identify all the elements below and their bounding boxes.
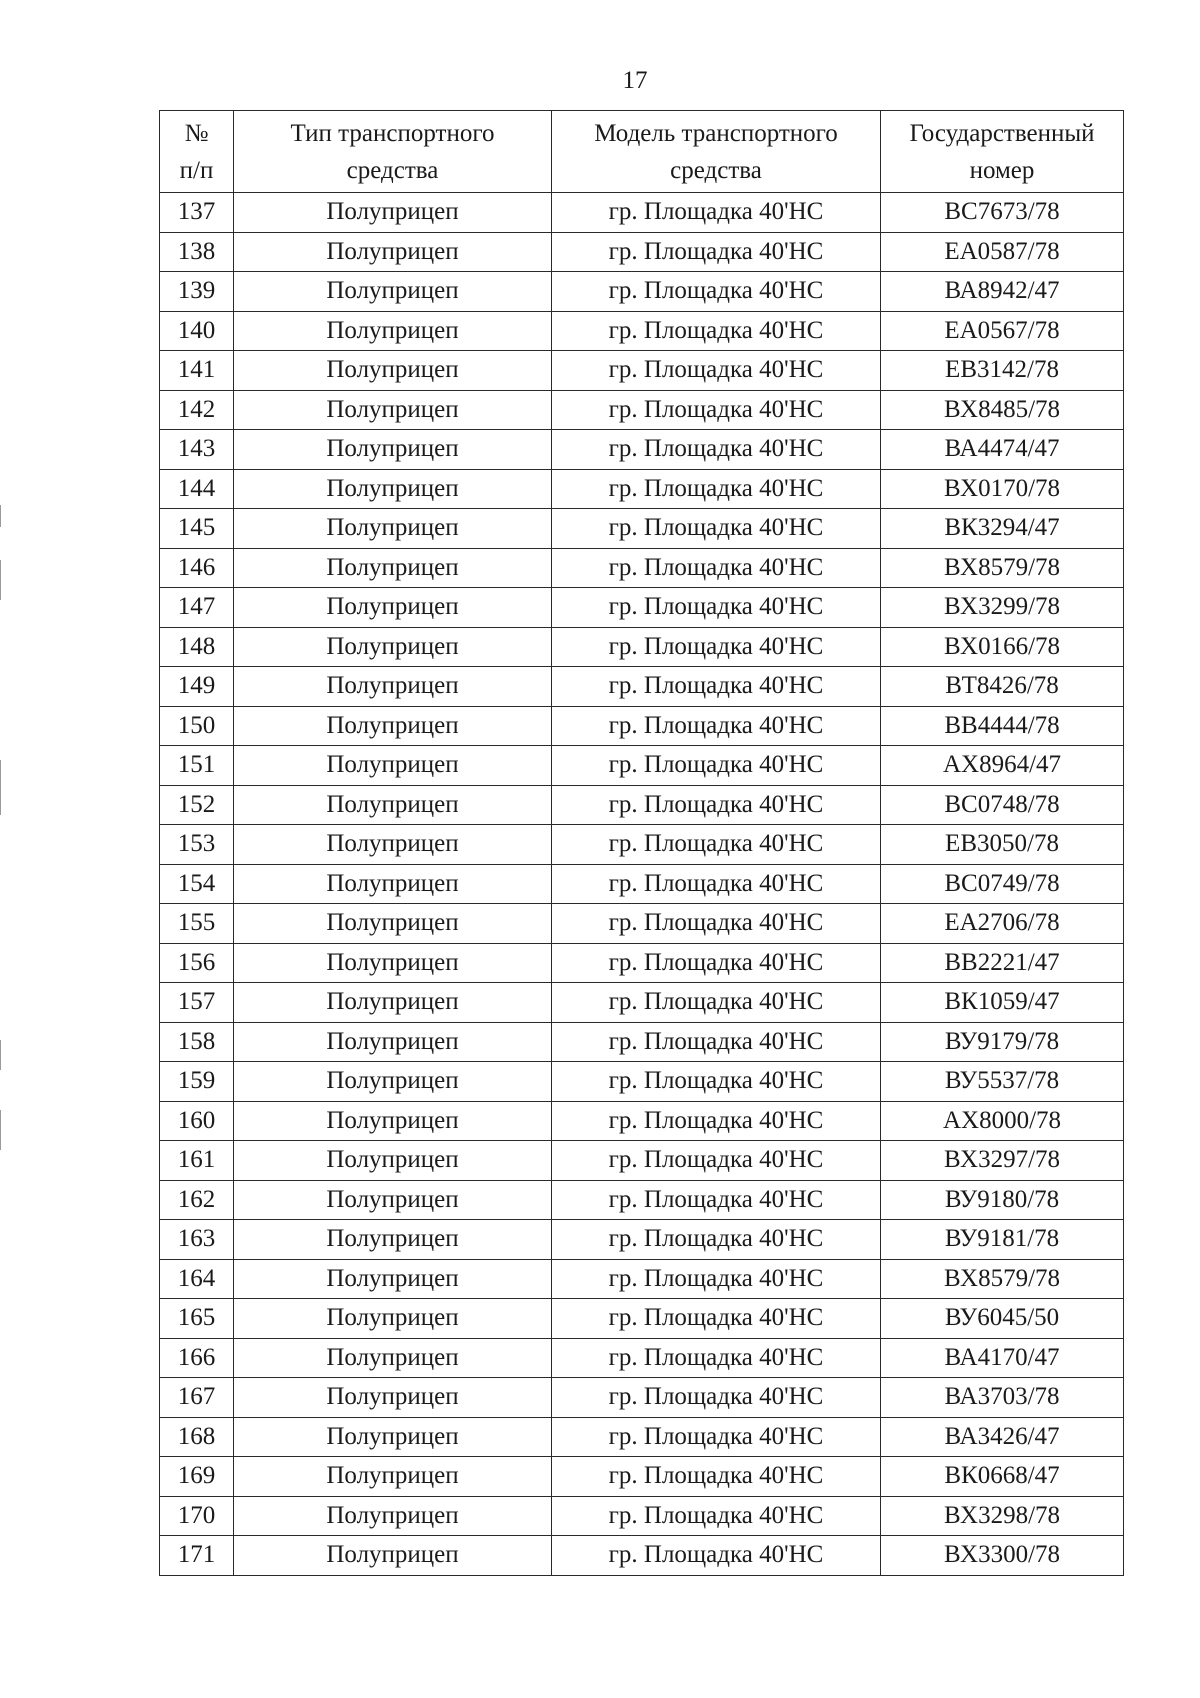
cell-vehicle-model: гр. Площадка 40'НС xyxy=(552,943,881,983)
cell-vehicle-model: гр. Площадка 40'НС xyxy=(552,667,881,707)
table-row xyxy=(160,548,1124,588)
cell-registration-plate: ВВ2221/47 xyxy=(881,943,1124,983)
cell-number: 158 xyxy=(160,1022,234,1062)
cell-vehicle-type: Полуприцеп xyxy=(234,746,552,786)
cell-registration-plate: ВУ5537/78 xyxy=(881,1062,1124,1102)
cell-registration-plate: ВК3294/47 xyxy=(881,509,1124,549)
cell-registration-plate: ВУ6045/50 xyxy=(881,1299,1124,1339)
table-row xyxy=(160,667,1124,707)
table-row xyxy=(160,1141,1124,1181)
cell-vehicle-type: Полуприцеп xyxy=(234,509,552,549)
cell-vehicle-type: Полуприцеп xyxy=(234,864,552,904)
cell-number: 162 xyxy=(160,1180,234,1220)
cell-registration-plate: ВХ8579/78 xyxy=(881,548,1124,588)
table-row xyxy=(160,1220,1124,1260)
table-row xyxy=(160,311,1124,351)
cell-number: 150 xyxy=(160,706,234,746)
table-row xyxy=(160,193,1124,233)
cell-number: 140 xyxy=(160,311,234,351)
table-row xyxy=(160,509,1124,549)
cell-number: 171 xyxy=(160,1536,234,1576)
cell-vehicle-type: Полуприцеп xyxy=(234,1299,552,1339)
header-line: номер xyxy=(969,156,1035,184)
cell-vehicle-type: Полуприцеп xyxy=(234,430,552,470)
table-row xyxy=(160,825,1124,865)
cell-vehicle-model: гр. Площадка 40'НС xyxy=(552,1496,881,1536)
cell-registration-plate: ВВ4444/78 xyxy=(881,706,1124,746)
cell-vehicle-model: гр. Площадка 40'НС xyxy=(552,746,881,786)
header-line: Тип транспортного xyxy=(290,119,495,147)
cell-vehicle-model: гр. Площадка 40'НС xyxy=(552,430,881,470)
table-row xyxy=(160,1259,1124,1299)
cell-vehicle-type: Полуприцеп xyxy=(234,1062,552,1102)
cell-vehicle-type: Полуприцеп xyxy=(234,272,552,312)
cell-vehicle-model: гр. Площадка 40'НС xyxy=(552,1299,881,1339)
cell-vehicle-type: Полуприцеп xyxy=(234,1180,552,1220)
table-row xyxy=(160,1299,1124,1339)
cell-vehicle-model: гр. Площадка 40'НС xyxy=(552,627,881,667)
header-line: средства xyxy=(670,156,762,184)
table-row xyxy=(160,272,1124,312)
cell-vehicle-model: гр. Площадка 40'НС xyxy=(552,864,881,904)
cell-number: 156 xyxy=(160,943,234,983)
cell-registration-plate: ВХ8485/78 xyxy=(881,390,1124,430)
table-row xyxy=(160,943,1124,983)
table-row xyxy=(160,904,1124,944)
cell-vehicle-type: Полуприцеп xyxy=(234,1338,552,1378)
cell-vehicle-model: гр. Площадка 40'НС xyxy=(552,1536,881,1576)
table-row xyxy=(160,1022,1124,1062)
cell-registration-plate: ВХ8579/78 xyxy=(881,1259,1124,1299)
cell-number: 164 xyxy=(160,1259,234,1299)
header-line: п/п xyxy=(179,156,214,184)
cell-vehicle-model: гр. Площадка 40'НС xyxy=(552,1180,881,1220)
cell-vehicle-type: Полуприцеп xyxy=(234,588,552,628)
header-registration-plate xyxy=(881,111,1124,193)
table-header-row xyxy=(160,111,1124,193)
table-row xyxy=(160,1496,1124,1536)
cell-registration-plate: ЕА2706/78 xyxy=(881,904,1124,944)
table-row xyxy=(160,746,1124,786)
cell-registration-plate: ЕА0567/78 xyxy=(881,311,1124,351)
cell-registration-plate: ВК0668/47 xyxy=(881,1457,1124,1497)
cell-vehicle-model: гр. Площадка 40'НС xyxy=(552,1259,881,1299)
table-row xyxy=(160,1338,1124,1378)
cell-vehicle-type: Полуприцеп xyxy=(234,1022,552,1062)
vehicle-table xyxy=(159,110,1124,1576)
cell-number: 170 xyxy=(160,1496,234,1536)
header-vehicle-type xyxy=(234,111,552,193)
cell-registration-plate: ЕВ3142/78 xyxy=(881,351,1124,391)
cell-vehicle-model: гр. Площадка 40'НС xyxy=(552,351,881,391)
cell-vehicle-type: Полуприцеп xyxy=(234,1536,552,1576)
cell-number: 146 xyxy=(160,548,234,588)
cell-vehicle-type: Полуприцеп xyxy=(234,667,552,707)
cell-vehicle-type: Полуприцеп xyxy=(234,1417,552,1457)
cell-vehicle-type: Полуприцеп xyxy=(234,904,552,944)
table-row xyxy=(160,232,1124,272)
cell-vehicle-type: Полуприцеп xyxy=(234,943,552,983)
cell-number: 145 xyxy=(160,509,234,549)
table-row xyxy=(160,706,1124,746)
header-line: Государственный xyxy=(909,119,1095,147)
cell-number: 154 xyxy=(160,864,234,904)
cell-number: 157 xyxy=(160,983,234,1023)
cell-vehicle-model: гр. Площадка 40'НС xyxy=(552,1457,881,1497)
cell-number: 141 xyxy=(160,351,234,391)
cell-registration-plate: АХ8964/47 xyxy=(881,746,1124,786)
cell-vehicle-type: Полуприцеп xyxy=(234,469,552,509)
cell-number: 163 xyxy=(160,1220,234,1260)
cell-vehicle-type: Полуприцеп xyxy=(234,1378,552,1418)
cell-vehicle-type: Полуприцеп xyxy=(234,232,552,272)
cell-number: 166 xyxy=(160,1338,234,1378)
cell-number: 142 xyxy=(160,390,234,430)
header-line: № xyxy=(184,119,209,147)
cell-number: 160 xyxy=(160,1101,234,1141)
cell-vehicle-model: гр. Площадка 40'НС xyxy=(552,548,881,588)
cell-registration-plate: ВС0748/78 xyxy=(881,785,1124,825)
cell-vehicle-model: гр. Площадка 40'НС xyxy=(552,193,881,233)
table-row xyxy=(160,430,1124,470)
cell-registration-plate: ВХ3297/78 xyxy=(881,1141,1124,1181)
table-row xyxy=(160,1062,1124,1102)
cell-vehicle-model: гр. Площадка 40'НС xyxy=(552,1101,881,1141)
cell-registration-plate: ВА8942/47 xyxy=(881,272,1124,312)
cell-vehicle-model: гр. Площадка 40'НС xyxy=(552,509,881,549)
cell-vehicle-model: гр. Площадка 40'НС xyxy=(552,272,881,312)
cell-registration-plate: ВА3426/47 xyxy=(881,1417,1124,1457)
cell-number: 159 xyxy=(160,1062,234,1102)
cell-number: 138 xyxy=(160,232,234,272)
cell-number: 143 xyxy=(160,430,234,470)
table-row xyxy=(160,983,1124,1023)
table-row xyxy=(160,351,1124,391)
cell-number: 153 xyxy=(160,825,234,865)
cell-registration-plate: ЕА0587/78 xyxy=(881,232,1124,272)
header-line: Модель транспортного xyxy=(594,119,838,147)
cell-vehicle-model: гр. Площадка 40'НС xyxy=(552,785,881,825)
cell-vehicle-model: гр. Площадка 40'НС xyxy=(552,1062,881,1102)
cell-number: 144 xyxy=(160,469,234,509)
cell-vehicle-type: Полуприцеп xyxy=(234,1220,552,1260)
table-row xyxy=(160,1417,1124,1457)
cell-vehicle-type: Полуприцеп xyxy=(234,1141,552,1181)
cell-number: 149 xyxy=(160,667,234,707)
cell-vehicle-model: гр. Площадка 40'НС xyxy=(552,825,881,865)
cell-number: 139 xyxy=(160,272,234,312)
cell-registration-plate: ВХ0166/78 xyxy=(881,627,1124,667)
table-row xyxy=(160,864,1124,904)
cell-registration-plate: ВА3703/78 xyxy=(881,1378,1124,1418)
cell-vehicle-model: гр. Площадка 40'НС xyxy=(552,1338,881,1378)
cell-vehicle-model: гр. Площадка 40'НС xyxy=(552,1220,881,1260)
cell-vehicle-model: гр. Площадка 40'НС xyxy=(552,469,881,509)
cell-vehicle-model: гр. Площадка 40'НС xyxy=(552,983,881,1023)
cell-vehicle-model: гр. Площадка 40'НС xyxy=(552,390,881,430)
cell-vehicle-type: Полуприцеп xyxy=(234,1259,552,1299)
cell-registration-plate: ВХ3299/78 xyxy=(881,588,1124,628)
table-row xyxy=(160,1180,1124,1220)
scan-edge-marks xyxy=(0,0,6,1698)
table-row xyxy=(160,785,1124,825)
table-body xyxy=(160,193,1124,1576)
table-row xyxy=(160,390,1124,430)
cell-vehicle-model: гр. Площадка 40'НС xyxy=(552,706,881,746)
cell-number: 167 xyxy=(160,1378,234,1418)
cell-vehicle-model: гр. Площадка 40'НС xyxy=(552,1417,881,1457)
table-row xyxy=(160,1457,1124,1497)
cell-registration-plate: ВУ9180/78 xyxy=(881,1180,1124,1220)
cell-vehicle-model: гр. Площадка 40'НС xyxy=(552,232,881,272)
cell-number: 147 xyxy=(160,588,234,628)
cell-vehicle-type: Полуприцеп xyxy=(234,706,552,746)
cell-number: 152 xyxy=(160,785,234,825)
cell-vehicle-type: Полуприцеп xyxy=(234,825,552,865)
cell-registration-plate: ВК1059/47 xyxy=(881,983,1124,1023)
cell-registration-plate: ЕВ3050/78 xyxy=(881,825,1124,865)
cell-vehicle-model: гр. Площадка 40'НС xyxy=(552,904,881,944)
cell-registration-plate: ВС0749/78 xyxy=(881,864,1124,904)
cell-vehicle-model: гр. Площадка 40'НС xyxy=(552,588,881,628)
cell-vehicle-model: гр. Площадка 40'НС xyxy=(552,1141,881,1181)
table-row xyxy=(160,627,1124,667)
table-row xyxy=(160,1101,1124,1141)
cell-number: 155 xyxy=(160,904,234,944)
cell-vehicle-type: Полуприцеп xyxy=(234,193,552,233)
cell-number: 148 xyxy=(160,627,234,667)
cell-number: 137 xyxy=(160,193,234,233)
cell-number: 168 xyxy=(160,1417,234,1457)
cell-vehicle-type: Полуприцеп xyxy=(234,351,552,391)
cell-vehicle-model: гр. Площадка 40'НС xyxy=(552,1378,881,1418)
cell-registration-plate: ВУ9179/78 xyxy=(881,1022,1124,1062)
cell-registration-plate: ВС7673/78 xyxy=(881,193,1124,233)
cell-registration-plate: ВА4474/47 xyxy=(881,430,1124,470)
cell-registration-plate: АХ8000/78 xyxy=(881,1101,1124,1141)
cell-vehicle-model: гр. Площадка 40'НС xyxy=(552,311,881,351)
cell-vehicle-model: гр. Площадка 40'НС xyxy=(552,1022,881,1062)
cell-vehicle-type: Полуприцеп xyxy=(234,983,552,1023)
cell-number: 151 xyxy=(160,746,234,786)
cell-vehicle-type: Полуприцеп xyxy=(234,1101,552,1141)
cell-number: 161 xyxy=(160,1141,234,1181)
table-row xyxy=(160,1536,1124,1576)
cell-vehicle-type: Полуприцеп xyxy=(234,785,552,825)
page-number: 17 xyxy=(622,67,648,94)
header-number xyxy=(160,111,234,193)
cell-vehicle-type: Полуприцеп xyxy=(234,548,552,588)
table-row xyxy=(160,588,1124,628)
table-row xyxy=(160,469,1124,509)
cell-vehicle-type: Полуприцеп xyxy=(234,390,552,430)
header-line: средства xyxy=(346,156,439,184)
table-row xyxy=(160,1378,1124,1418)
cell-registration-plate: ВУ9181/78 xyxy=(881,1220,1124,1260)
cell-vehicle-type: Полуприцеп xyxy=(234,1496,552,1536)
cell-number: 165 xyxy=(160,1299,234,1339)
cell-vehicle-type: Полуприцеп xyxy=(234,627,552,667)
header-vehicle-model xyxy=(552,111,881,193)
cell-vehicle-type: Полуприцеп xyxy=(234,311,552,351)
cell-vehicle-type: Полуприцеп xyxy=(234,1457,552,1497)
cell-registration-plate: ВХ3300/78 xyxy=(881,1536,1124,1576)
cell-registration-plate: ВТ8426/78 xyxy=(881,667,1124,707)
cell-registration-plate: ВА4170/47 xyxy=(881,1338,1124,1378)
cell-registration-plate: ВХ0170/78 xyxy=(881,469,1124,509)
cell-number: 169 xyxy=(160,1457,234,1497)
cell-registration-plate: ВХ3298/78 xyxy=(881,1496,1124,1536)
